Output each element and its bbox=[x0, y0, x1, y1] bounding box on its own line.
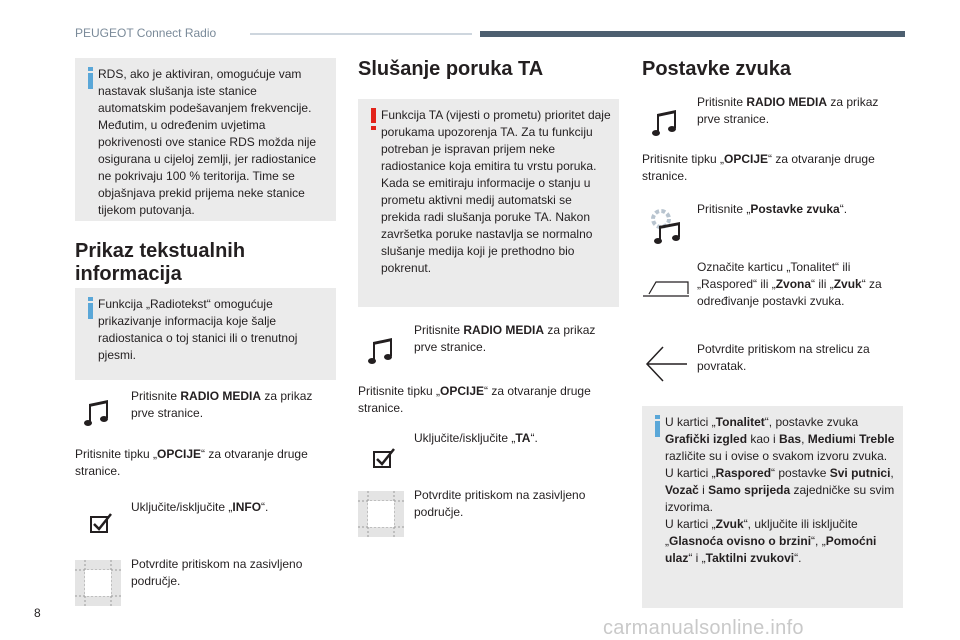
text: Pritisnite tipku „ bbox=[642, 152, 725, 166]
text: zajedničke su svim izvorima. bbox=[665, 483, 895, 514]
section-heading-sound: Postavke zvuka bbox=[642, 58, 791, 80]
term: Vozač bbox=[665, 483, 699, 497]
text: “ za otvaranje druge stranice. bbox=[642, 152, 875, 183]
term: Treble bbox=[859, 432, 895, 446]
text: različite su i ovise o svakom izvoru zvuka. bbox=[665, 449, 888, 463]
text: “ za otvaranje druge stranice. bbox=[358, 384, 591, 415]
info-icon bbox=[85, 297, 97, 319]
text: “, postavke zvuka bbox=[764, 415, 859, 429]
options-label: OPCIJE bbox=[440, 384, 485, 398]
step-confirm-back: Potvrdite pritiskom na strelicu za povratak. bbox=[697, 342, 870, 373]
term: Glasnoća ovisno o brzini bbox=[669, 534, 812, 548]
text: Pritisnite bbox=[697, 95, 747, 109]
text: Pritisnite „ bbox=[697, 202, 751, 216]
radio-media-label: RADIO MEDIA bbox=[746, 95, 828, 109]
step-confirm-greyed: Potvrdite pritiskom na zasivljeno područje. bbox=[414, 488, 586, 519]
back-arrow-icon bbox=[645, 344, 689, 384]
step-toggle-info bbox=[131, 499, 331, 516]
page-number: 8 bbox=[34, 606, 41, 620]
text: “ za otvaranje druge stranice. bbox=[75, 447, 308, 478]
info-label: INFO bbox=[232, 500, 262, 514]
music-note-icon bbox=[84, 398, 112, 428]
radio-media-label: RADIO MEDIA bbox=[180, 389, 262, 403]
text: , bbox=[890, 466, 894, 480]
text: U kartici „ bbox=[665, 517, 716, 531]
term: Pomoćni ulaz bbox=[665, 534, 877, 565]
text: za prikaz prve stranice. bbox=[414, 323, 596, 354]
term: Taktilni zvukovi bbox=[705, 551, 795, 565]
text: “, uključite ili isključite „ bbox=[665, 517, 858, 548]
zvona-label: Zvona bbox=[775, 277, 812, 291]
info-box-radiotext bbox=[75, 288, 336, 380]
checkbox-checked-icon bbox=[90, 512, 114, 534]
sound-settings-label: Postavke zvuka bbox=[750, 202, 840, 216]
header-rule-light bbox=[250, 33, 472, 35]
text: za prikaz prve stranice. bbox=[131, 389, 313, 420]
step-radio-media bbox=[414, 322, 614, 356]
term: Zvuk bbox=[715, 517, 744, 531]
text: “. bbox=[839, 202, 848, 216]
term: Samo sprijeda bbox=[708, 483, 791, 497]
step-sound-settings bbox=[697, 201, 897, 218]
step-radio-media bbox=[131, 388, 331, 422]
step-options bbox=[75, 446, 335, 480]
heading-line-1: Prikaz tekstualnih bbox=[75, 240, 246, 262]
text: kao i bbox=[747, 432, 780, 446]
text: “. bbox=[261, 500, 269, 514]
step-options bbox=[358, 383, 618, 417]
greyed-area-icon bbox=[358, 491, 404, 537]
text: Pritisnite tipku „ bbox=[75, 447, 158, 461]
page-header-title: PEUGEOT Connect Radio bbox=[75, 26, 217, 40]
heading-line-2: informacija bbox=[75, 263, 182, 285]
text: U kartici „ bbox=[665, 415, 716, 429]
section-heading-ta: Slušanje poruka TA bbox=[358, 58, 544, 80]
term: Bas bbox=[779, 432, 802, 446]
text: Uključite/isključite „ bbox=[131, 500, 233, 514]
info-icon bbox=[652, 415, 664, 437]
step-confirm-greyed: Potvrdite pritiskom na zasivljeno područje. bbox=[131, 557, 303, 588]
info-text-radiotext: Funkcija „Radiotekst“ omogućuje prikazivanje informacija koje šalje radiostanica o toj stanici ili o trenutnoj pjesmi. bbox=[98, 297, 298, 362]
text: “, „ bbox=[811, 534, 826, 548]
text: i bbox=[698, 483, 709, 497]
text: “ ili „ bbox=[811, 277, 834, 291]
checkbox-checked-icon bbox=[373, 447, 397, 469]
options-label: OPCIJE bbox=[724, 152, 769, 166]
term: Medium bbox=[807, 432, 854, 446]
step-options bbox=[642, 151, 902, 185]
term: Grafički izgled bbox=[665, 432, 748, 446]
text: “ postavke bbox=[771, 466, 830, 480]
step-radio-media bbox=[697, 94, 897, 128]
tab-icon bbox=[642, 278, 690, 298]
step-select-tab bbox=[697, 259, 902, 310]
term: Svi putnici bbox=[829, 466, 891, 480]
info-text-sound bbox=[665, 414, 898, 567]
warning-text-ta: Funkcija TA (vijesti o prometu) prioritet daje porukama upozorenja TA. Za tu funkciju potreban je ispravan prijem neke radiostanice koja emitira tu vrstu poruka. Kada se emitiraju informacije o stanju u prometu aktivni medij automatski se prekida radi slušanja poruke TA. Nakon završetka poruke nastavlja se normalno slušanje medija koji je prethodno bio pokrenut. bbox=[381, 108, 611, 275]
info-box-sound bbox=[642, 406, 903, 608]
text: “ za određivanje postavki zvuka. bbox=[697, 277, 882, 308]
text: , bbox=[801, 432, 808, 446]
text: Pritisnite bbox=[131, 389, 181, 403]
term: Tonalitet bbox=[715, 415, 765, 429]
step-toggle-ta bbox=[414, 430, 614, 447]
info-text-rds: RDS, ako je aktiviran, omogućuje vam nastavak slušanja iste stanice automatskim podešavanjem frekvencije. Međutim, u određenim uvjetima pokrivenosti ove stanice RDS možda nije osigurana u cijeloj zemlji, jer radiostanice ne pokrivaju 100 % teritorija. Time se objašnjava prekid prijema neke stanice tijekom putovanja. bbox=[98, 67, 317, 217]
greyed-area-icon bbox=[75, 560, 121, 606]
text: “. bbox=[530, 431, 538, 445]
text: “ i „ bbox=[688, 551, 706, 565]
options-label: OPCIJE bbox=[157, 447, 202, 461]
radio-media-label: RADIO MEDIA bbox=[463, 323, 545, 337]
text: i bbox=[853, 432, 860, 446]
zvuk-label: Zvuk bbox=[833, 277, 862, 291]
warning-box-ta bbox=[358, 99, 619, 307]
watermark: carmanualsonline.info bbox=[603, 617, 804, 639]
text: U kartici „ bbox=[665, 466, 716, 480]
section-heading-text-info bbox=[75, 240, 335, 286]
info-box-rds bbox=[75, 58, 336, 221]
ta-label: TA bbox=[515, 431, 531, 445]
text: “. bbox=[794, 551, 802, 565]
text: Pritisnite bbox=[414, 323, 464, 337]
text: za prikaz prve stranice. bbox=[697, 95, 879, 126]
header-rule-dark bbox=[480, 31, 905, 37]
sound-settings-icon bbox=[646, 206, 686, 246]
warning-icon bbox=[368, 108, 380, 130]
music-note-icon bbox=[652, 108, 680, 138]
music-note-icon bbox=[368, 336, 396, 366]
text: Označite karticu „Tonalitet“ ili „Raspored“ ili „ bbox=[697, 260, 851, 291]
term: Raspored bbox=[715, 466, 772, 480]
text: Pritisnite tipku „ bbox=[358, 384, 441, 398]
text: Uključite/isključite „ bbox=[414, 431, 516, 445]
info-icon bbox=[85, 67, 97, 89]
